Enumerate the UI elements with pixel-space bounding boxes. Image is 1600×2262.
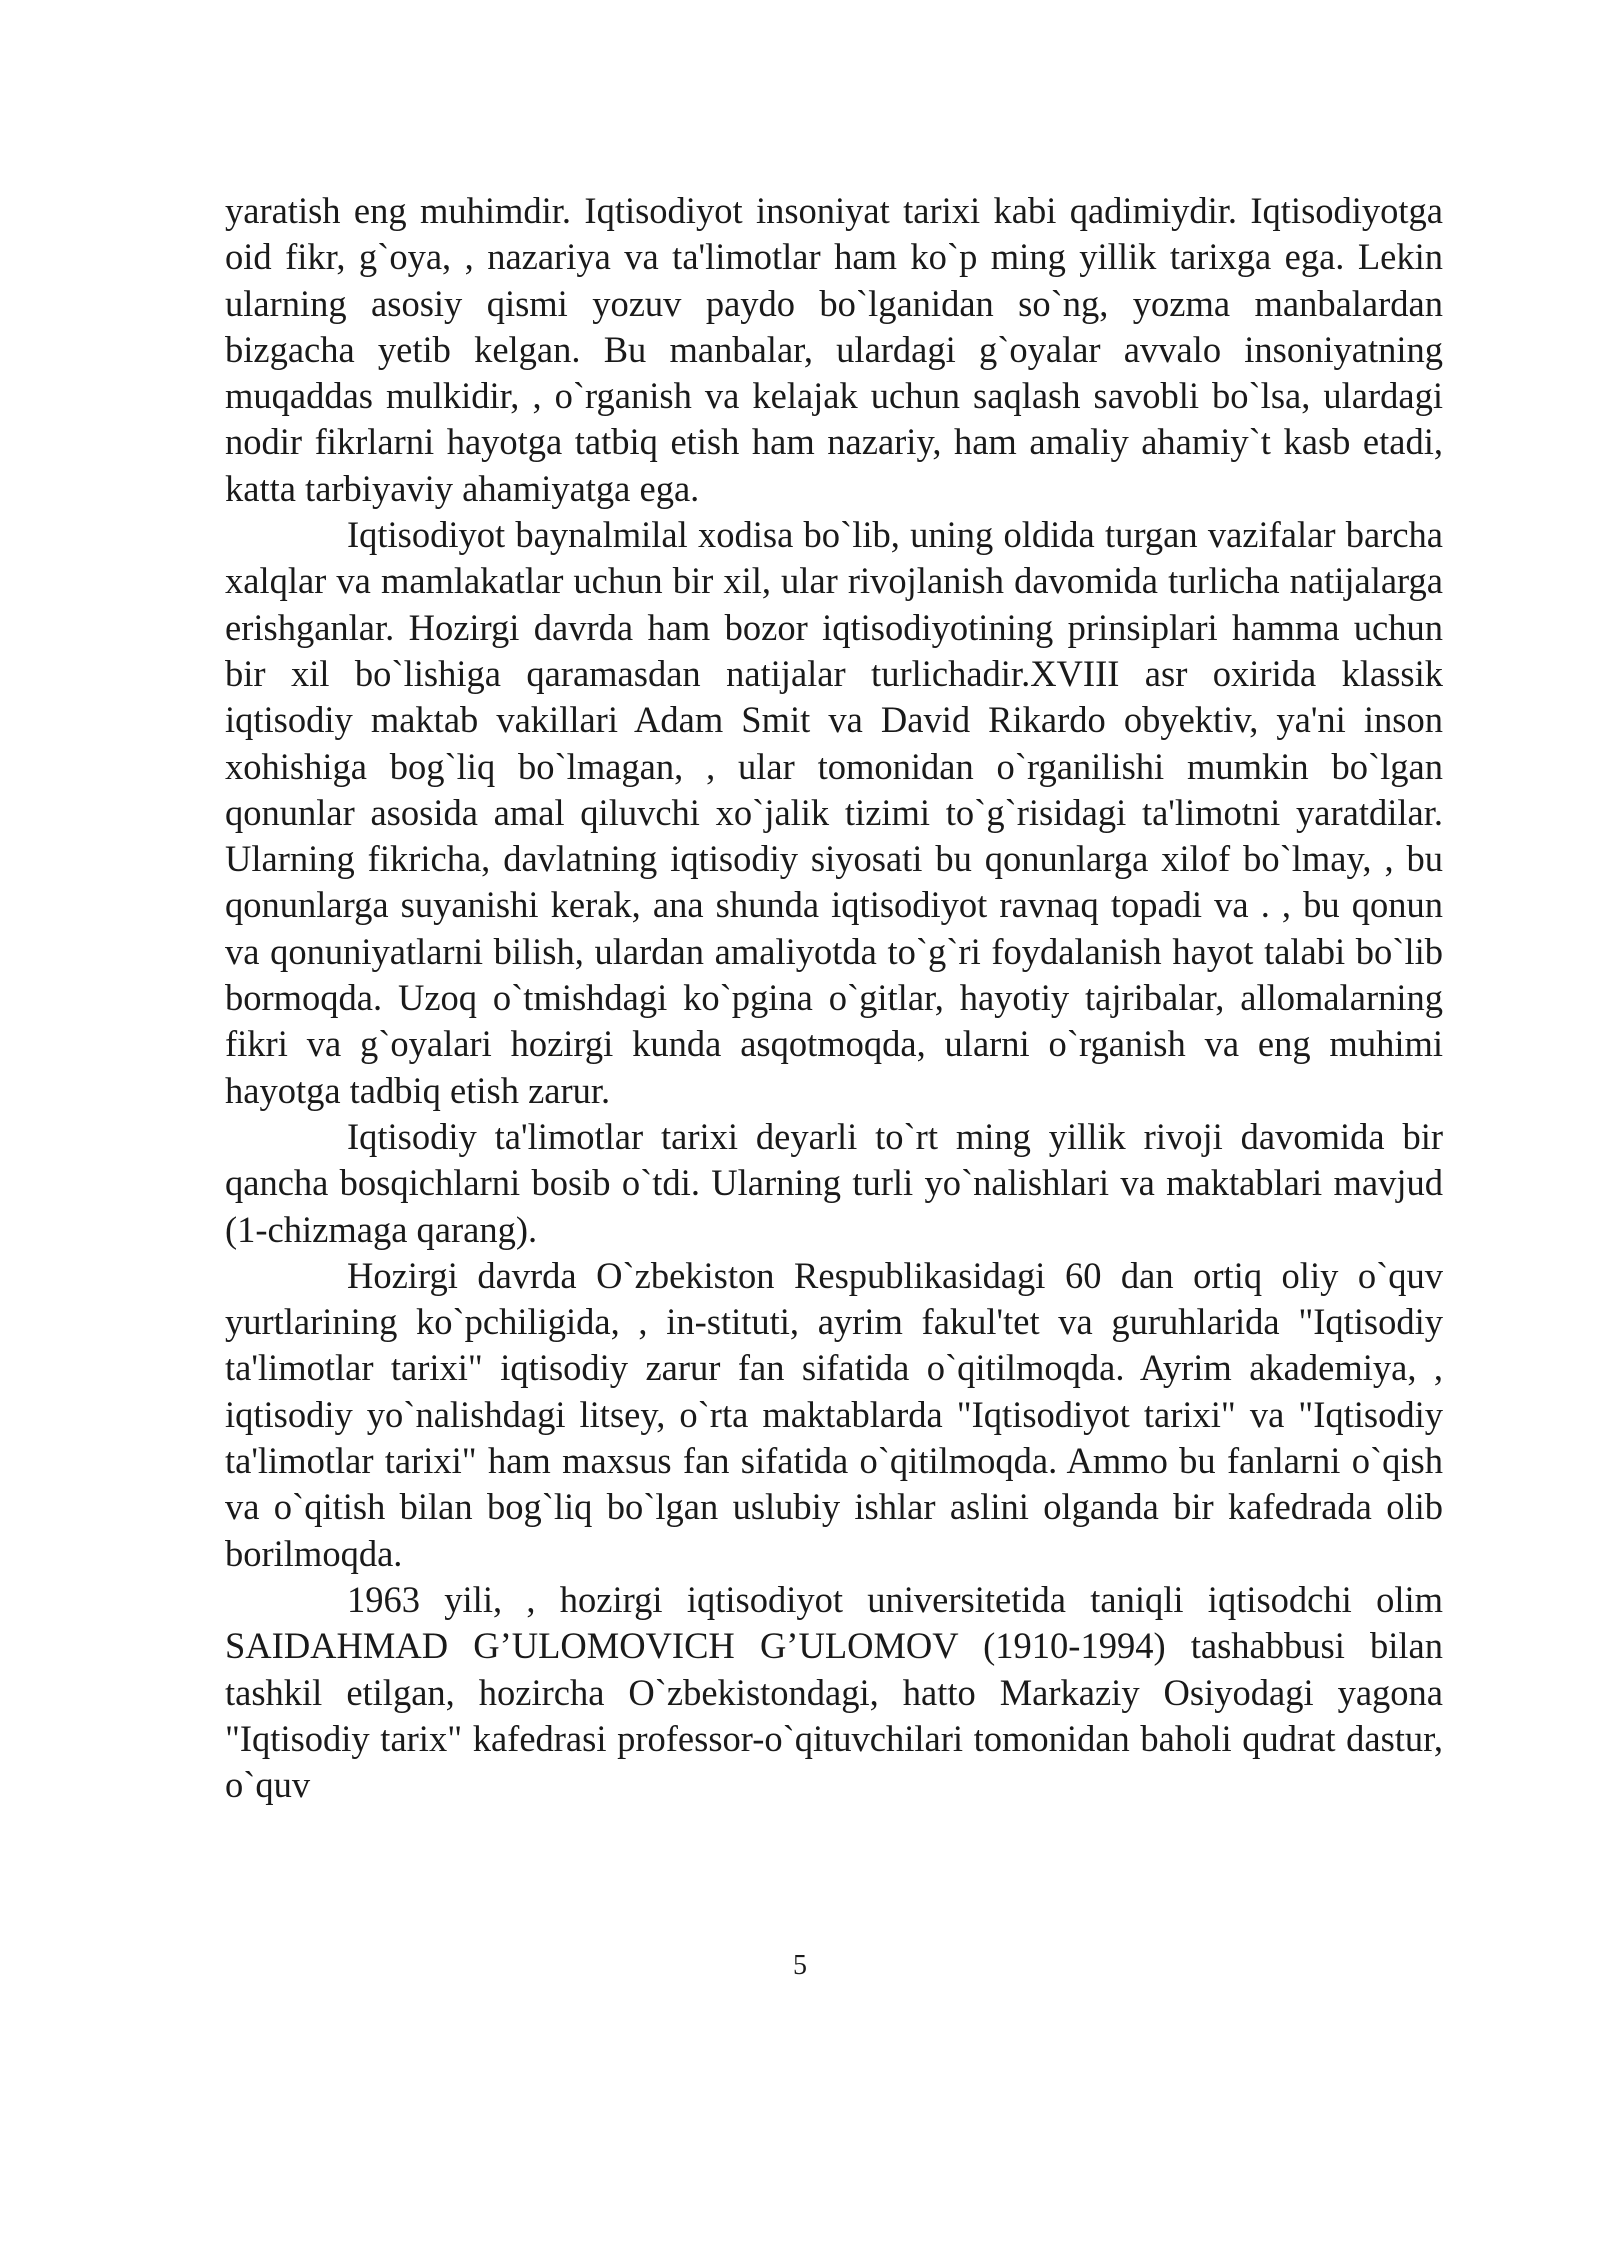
page-number: 5 bbox=[793, 1950, 807, 1981]
paragraph-4: Hozirgi davrda O`zbekiston Respublikasidagi 60 dan ortiq oliy o`quv yurtlarining ko`pchiligida, , in-stituti, ayrim fakul'tet va guruhlarida "Iqtisodiy ta'limotlar tarixi" iqtisodiy zarur fan sifatida o`qitilmoqda. Ayrim akademiya, , iqtisodiy yo`nalishdagi litsey, o`rta maktablarda "Iqtisodiyot tarixi" va "Iqtisodiy ta'limotlar tarixi" ham maxsus fan sifatida o`qitilmoqda. Ammo bu fanlarni o`qish va o`qitish bilan bog`liq bo`lgan uslubiy ishlar aslini olganda bir kafedrada olib borilmoqda. bbox=[225, 1254, 1443, 1574]
paragraph-2: Iqtisodiyot baynalmilal xodisa bo`lib, uning oldida turgan vazifalar barcha xalqlar va mamlakatlar uchun bir xil, ular rivojlanish davomida turlicha natijalarga erishganlar. Hozirgi davrda ham bozor iqtisodiyotining prinsiplari hamma uchun bir xil bo`lishiga qaramasdan natijalar turlichadir.XVIII asr oxirida klassik iqtisodiy maktab vakillari Adam Smit va David Rikardo obyektiv, ya'ni inson xohishiga bog`liq bo`lmagan, , ular tomonidan o`rganilishi mumkin bo`lgan qonunlar asosida amal qiluvchi xo`jalik tizimi to`g`risidagi ta'limotni yaratdilar. Ularning fikricha, davlatning iqtisodiy siyosati bu qonunlarga xilof bo`lmay, , bu qonunlarga suyanishi kerak, ana shunda iqtisodiyot ravnaq topadi va . , bu qonun va qonuniyatlarni bilish, ulardan amaliyotda to`g`ri foydalanish hayot talabi bo`lib bormoqda. Uzoq o`tmishdagi ko`pgina o`gitlar, hayotiy tajribalar, allomalarning fikri va g`oyalari hozirgi kunda asqotmoqda, ularni o`rganish va eng muhimi hayotga tadbiq etish zarur. bbox=[225, 514, 1443, 1111]
body-text bbox=[225, 188, 1443, 1808]
paragraph-5: 1963 yili, , hozirgi iqtisodiyot universitetida taniqli iqtisodchi olim SAIDAHMAD G’ULOMOVICH G’ULOMOV (1910-1994) tashabbusi bilan tashkil etilgan, hozircha O`zbekistondagi, hatto Markaziy Osiyodagi yagona "Iqtisodiy tarix" kafedrasi professor-o`qituvchilari tomonidan baholi qudrat dastur, o`quv bbox=[225, 1578, 1443, 1806]
paragraph-1: yaratish eng muhimdir. Iqtisodiyot insoniyat tarixi kabi qadimiydir. Iqtisodiyotga oid fikr, g`oya, , nazariya va ta'limotlar ham ko`p ming yillik tarixga ega. Lekin ularning asosiy qismi yozuv paydo bo`lganidan so`ng, yozma manbalardan bizgacha yetib kelgan. Bu manbalar, ulardagi g`oyalar avvalo insoniyatning muqaddas mulkidir, , o`rganish va kelajak uchun saqlash savobli bo`lsa, ulardagi nodir fikrlarni hayotga tatbiq etish ham nazariy, ham amaliy ahamiy`t kasb etadi, katta tarbiyaviy ahamiyatga ega. bbox=[225, 190, 1443, 509]
paragraph-3: Iqtisodiy ta'limotlar tarixi deyarli to`rt ming yillik rivoji davomida bir qancha bosqichlarni bosib o`tdi. Ularning turli yo`nalishlari va maktablari mavjud (1-chizmaga qarang). bbox=[225, 1115, 1443, 1250]
